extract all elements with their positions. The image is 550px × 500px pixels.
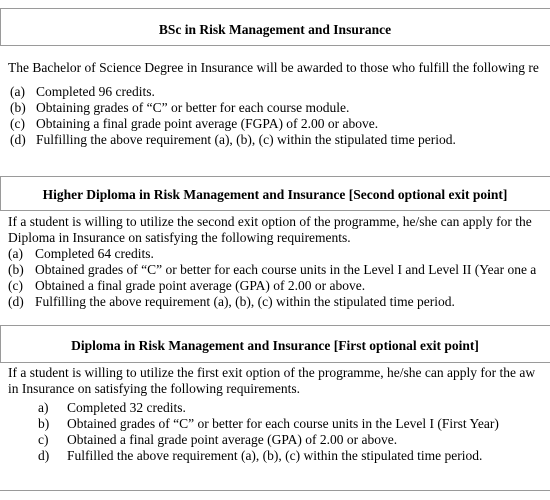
- table-border: [0, 45, 550, 46]
- section-heading-bsc: BSc in Risk Management and Insurance: [158, 22, 392, 37]
- item-text: Fulfilling the above requirement (a), (b), (c) within the stipulated time period.: [35, 294, 455, 309]
- item-marker: d): [38, 448, 50, 463]
- section-intro-higher-diploma: If a student is willing to utilize the second exit option of the programme, he/she can apply for the: [8, 214, 532, 229]
- item-marker: c): [38, 432, 49, 447]
- item-marker: b): [38, 416, 50, 431]
- section-intro-diploma-cont: in Insurance on satisfying the following requirements.: [8, 381, 301, 396]
- item-text: Obtained a final grade point average (GPA) of 2.00 or above.: [67, 432, 398, 447]
- section-intro-higher-diploma-cont: Diploma in Insurance on satisfying the following requirements.: [8, 230, 351, 245]
- section-heading-diploma: Diploma in Risk Management and Insurance [First optional exit point]: [71, 338, 479, 353]
- table-border-top: [0, 8, 550, 9]
- section-heading-higher-diploma: Higher Diploma in Risk Management and Insurance [Second optional exit point]: [42, 187, 508, 202]
- item-marker: a): [38, 400, 49, 415]
- item-marker: (b): [10, 100, 26, 115]
- item-marker: (b): [8, 262, 24, 277]
- table-border-bottom: [0, 490, 550, 491]
- table-border: [0, 362, 550, 363]
- item-text: Obtained grades of “C” or better for each course units in the Level I (First Year): [67, 416, 499, 431]
- item-marker: (a): [10, 84, 25, 99]
- item-marker: (a): [8, 246, 23, 261]
- item-text: Obtained a final grade point average (GPA) of 2.00 or above.: [35, 278, 366, 293]
- section-intro-bsc: The Bachelor of Science Degree in Insurance will be awarded to those who fulfill the following re: [8, 60, 539, 75]
- item-text: Completed 64 credits.: [35, 246, 154, 261]
- item-marker: (d): [10, 132, 26, 147]
- item-text: Fulfilling the above requirement (a), (b), (c) within the stipulated time period.: [36, 132, 456, 147]
- item-marker: (d): [8, 294, 24, 309]
- item-text: Obtaining a final grade point average (FGPA) of 2.00 or above.: [36, 116, 379, 131]
- item-text: Fulfilled the above requirement (a), (b), (c) within the stipulated time period.: [67, 448, 483, 463]
- table-border: [0, 176, 550, 177]
- item-text: Completed 96 credits.: [36, 84, 155, 99]
- item-text: Obtained grades of “C” or better for each course units in the Level I and Level II (Year one a: [35, 262, 537, 277]
- item-marker: (c): [10, 116, 25, 131]
- section-intro-diploma: If a student is willing to utilize the first exit option of the programme, he/she can apply for the aw: [8, 365, 536, 380]
- table-border: [0, 325, 550, 326]
- item-text: Completed 32 credits.: [67, 400, 186, 415]
- table-border: [0, 210, 550, 211]
- item-marker: (c): [8, 278, 23, 293]
- item-text: Obtaining grades of “C” or better for each course module.: [36, 100, 350, 115]
